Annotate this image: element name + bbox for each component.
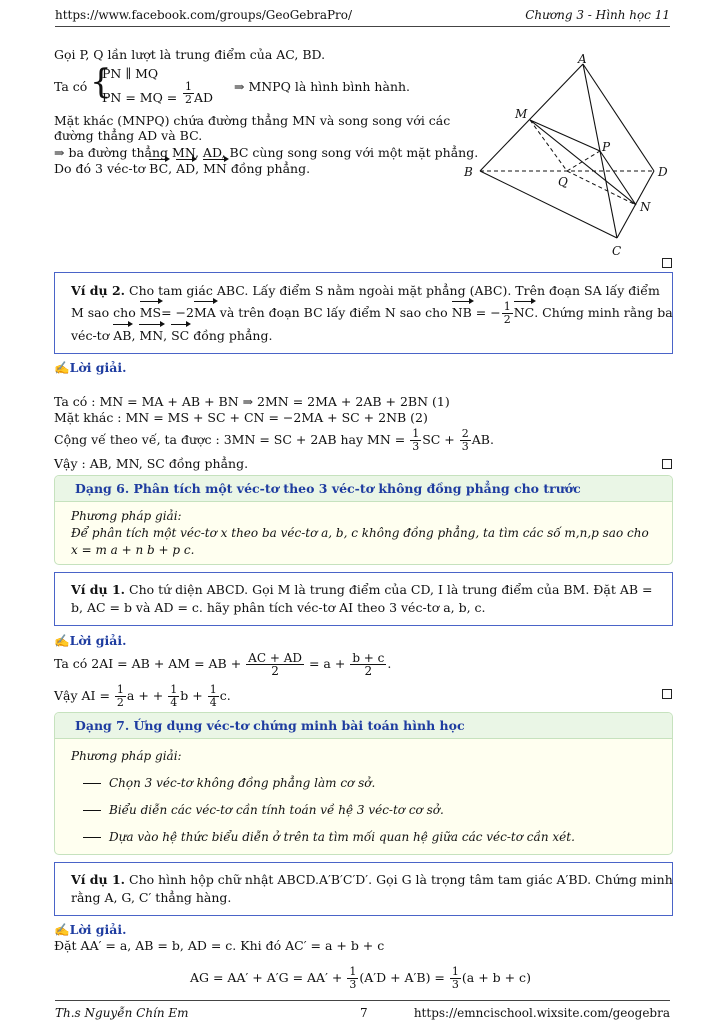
- segment-qn: [567, 171, 636, 205]
- vec-ad: AD: [176, 161, 196, 176]
- system-line-2b: AD: [194, 90, 214, 105]
- vec-bc: BC: [149, 161, 169, 176]
- solution-1-row-2: Mặt khác : MN = MS + SC + CN = −2MA + SC + 2NB (2): [54, 410, 428, 425]
- page-number: 7: [360, 1006, 368, 1020]
- top-line-2: Mặt khác (MNPQ) chứa đường thẳng MN và song song với các: [54, 113, 451, 128]
- vec-mn: MN: [203, 161, 227, 176]
- label-m: M: [515, 107, 528, 121]
- header-link[interactable]: https://www.facebook.com/groups/GeoGebraPro/: [55, 8, 353, 22]
- dang-7-box: [54, 712, 673, 855]
- footer-link[interactable]: https://emncischool.wixsite.com/geogebra: [413, 1006, 670, 1020]
- label-b: B: [464, 165, 473, 179]
- solution-2-row-1: Ta có 2AI = AB + AM = AB + $\frac{AC + AD}{2}$ = a + $\frac{b + c}{2}$ .: [54, 651, 392, 678]
- tetrahedron-figure: [455, 48, 685, 263]
- example-2-box: Ví dụ 2. Cho tam giác ABC. Lấy điểm S nằm ngoài mặt phẳng (ABC). Trên đoạn SA lấy điểm M sao cho MS= −2MA và trên đoạn BC lấy điểm N sao cho NB = − $\frac{1}{2}$ NC. Chứng minh rằng ba véc-tơ AB, MN, SC đồng phẳng.: [54, 272, 673, 354]
- label-c: C: [612, 244, 622, 258]
- top-line-3: đường thẳng AD và BC.: [54, 128, 203, 143]
- edge-bc: [480, 171, 617, 238]
- example-label: Ví dụ 2.: [71, 283, 126, 298]
- top-conclusion: ⇒ MNPQ là hình bình hành.: [234, 79, 411, 94]
- segment-mn: [530, 120, 636, 205]
- solution-3-row-2: AG = AA′ + A′G = AA′ + $\frac{1}{3}$ (A′D + A′B) = $\frac{1}{3}$ (a + b + c): [190, 965, 531, 991]
- top-line-4: ⇒ ba đường thẳng MN, AD, BC cùng song song với một mặt phẳng.: [54, 145, 479, 160]
- method-item: Biểu diễn các véc-tơ cần tính toán về hệ 3 véc-tơ cơ sở.: [71, 797, 656, 824]
- header-chapter: Chương 3 - Hình học 11: [525, 8, 670, 22]
- dang-6-line-2: x = m a + n b + p c.: [71, 543, 195, 557]
- solution-1-row-3: Cộng vế theo vế, ta được : 3MN = SC + 2AB hay MN = $\frac{1}{3}$ SC + $\frac{2}{3}$ AB.: [54, 427, 494, 453]
- solution-1-row-4: Vậy : AB, MN, SC đồng phẳng.: [54, 456, 249, 471]
- edge-ab: [480, 64, 583, 171]
- page-header: [55, 8, 670, 27]
- system-brace: {: [90, 62, 112, 102]
- label-q: Q: [558, 175, 568, 189]
- label-a: A: [578, 52, 587, 66]
- dang-6-box: [54, 475, 673, 565]
- method-label: Phương pháp giải:: [71, 749, 182, 763]
- example-1a-box: Ví dụ 1. Cho tứ diện ABCD. Gọi M là trung điểm của CD, I là trung điểm của BM. Đặt AB = b, AC = b và AD = c. hãy phân tích véc-tơ AI theo 3 véc-tơ a, b, c.: [54, 572, 673, 626]
- label-d: D: [658, 165, 668, 179]
- solution-title-1: ✍Lời giải.: [54, 360, 127, 375]
- system-line-2a: PN = MQ =: [102, 90, 178, 105]
- method-label: Phương pháp giải:: [71, 509, 182, 523]
- solution-3-row-1: Đặt AA′ = a, AB = b, AD = c. Khi đó AC′ = a + b + c: [54, 938, 385, 953]
- top-line-5: Do đó 3 véc-tơ BC, AD, MN đồng phẳng.: [54, 161, 311, 176]
- solution-title-3: ✍Lời giải.: [54, 922, 127, 937]
- system-fraction: $\frac{1}{2}$: [185, 80, 192, 106]
- qed-mark: [662, 258, 672, 268]
- example-label: Ví dụ 1.: [71, 872, 126, 887]
- footer-author: Th.s Nguyễn Chín Em: [55, 1006, 189, 1020]
- method-item: Dựa vào hệ thức biểu diễn ở trên ta tìm mối quan hệ giữa các véc-tơ cần xét.: [71, 824, 656, 851]
- qed-mark: [662, 459, 672, 469]
- solution-2-row-2: Vậy AI = $\frac{1}{2}$ a + + $\frac{1}{4}$ b + $\frac{1}{4}$ c.: [54, 683, 231, 709]
- dang-7-title: Dạng 7. Ứng dụng véc-tơ chứng minh bài toán hình học: [55, 713, 672, 739]
- dang-6-line-1: Để phân tích một véc-tơ x theo ba véc-tơ a, b, c không đồng phẳng, ta tìm các số m,n,p sao cho: [71, 526, 649, 540]
- example-label: Ví dụ 1.: [71, 582, 126, 597]
- top-taco: Ta có: [54, 79, 88, 94]
- qed-mark: [662, 689, 672, 699]
- system-line-1: PN ∥ MQ: [102, 66, 159, 81]
- solution-1-row-1: Ta có : MN = MA + AB + BN ⇒ 2MN = 2MA + 2AB + 2BN (1): [54, 394, 450, 409]
- label-p: P: [602, 140, 611, 154]
- dang-6-title: Dạng 6. Phân tích một véc-tơ theo 3 véc-tơ không đồng phẳng cho trước: [55, 476, 672, 502]
- page-footer: [55, 1000, 670, 1021]
- example-1b-box: Ví dụ 1. Cho hình hộp chữ nhật ABCD.A′B′C′D′. Gọi G là trọng tâm tam giác A′BD. Chứng minh rằng A, G, C′ thẳng hàng.: [54, 862, 673, 916]
- solution-title-2: ✍Lời giải.: [54, 633, 127, 648]
- label-n: N: [640, 200, 651, 214]
- method-item: Chọn 3 véc-tơ không đồng phẳng làm cơ sở.: [71, 770, 656, 797]
- top-line-1: Gọi P, Q lần lượt là trung điểm của AC, BD.: [54, 47, 326, 62]
- segment-mp: [530, 120, 600, 151]
